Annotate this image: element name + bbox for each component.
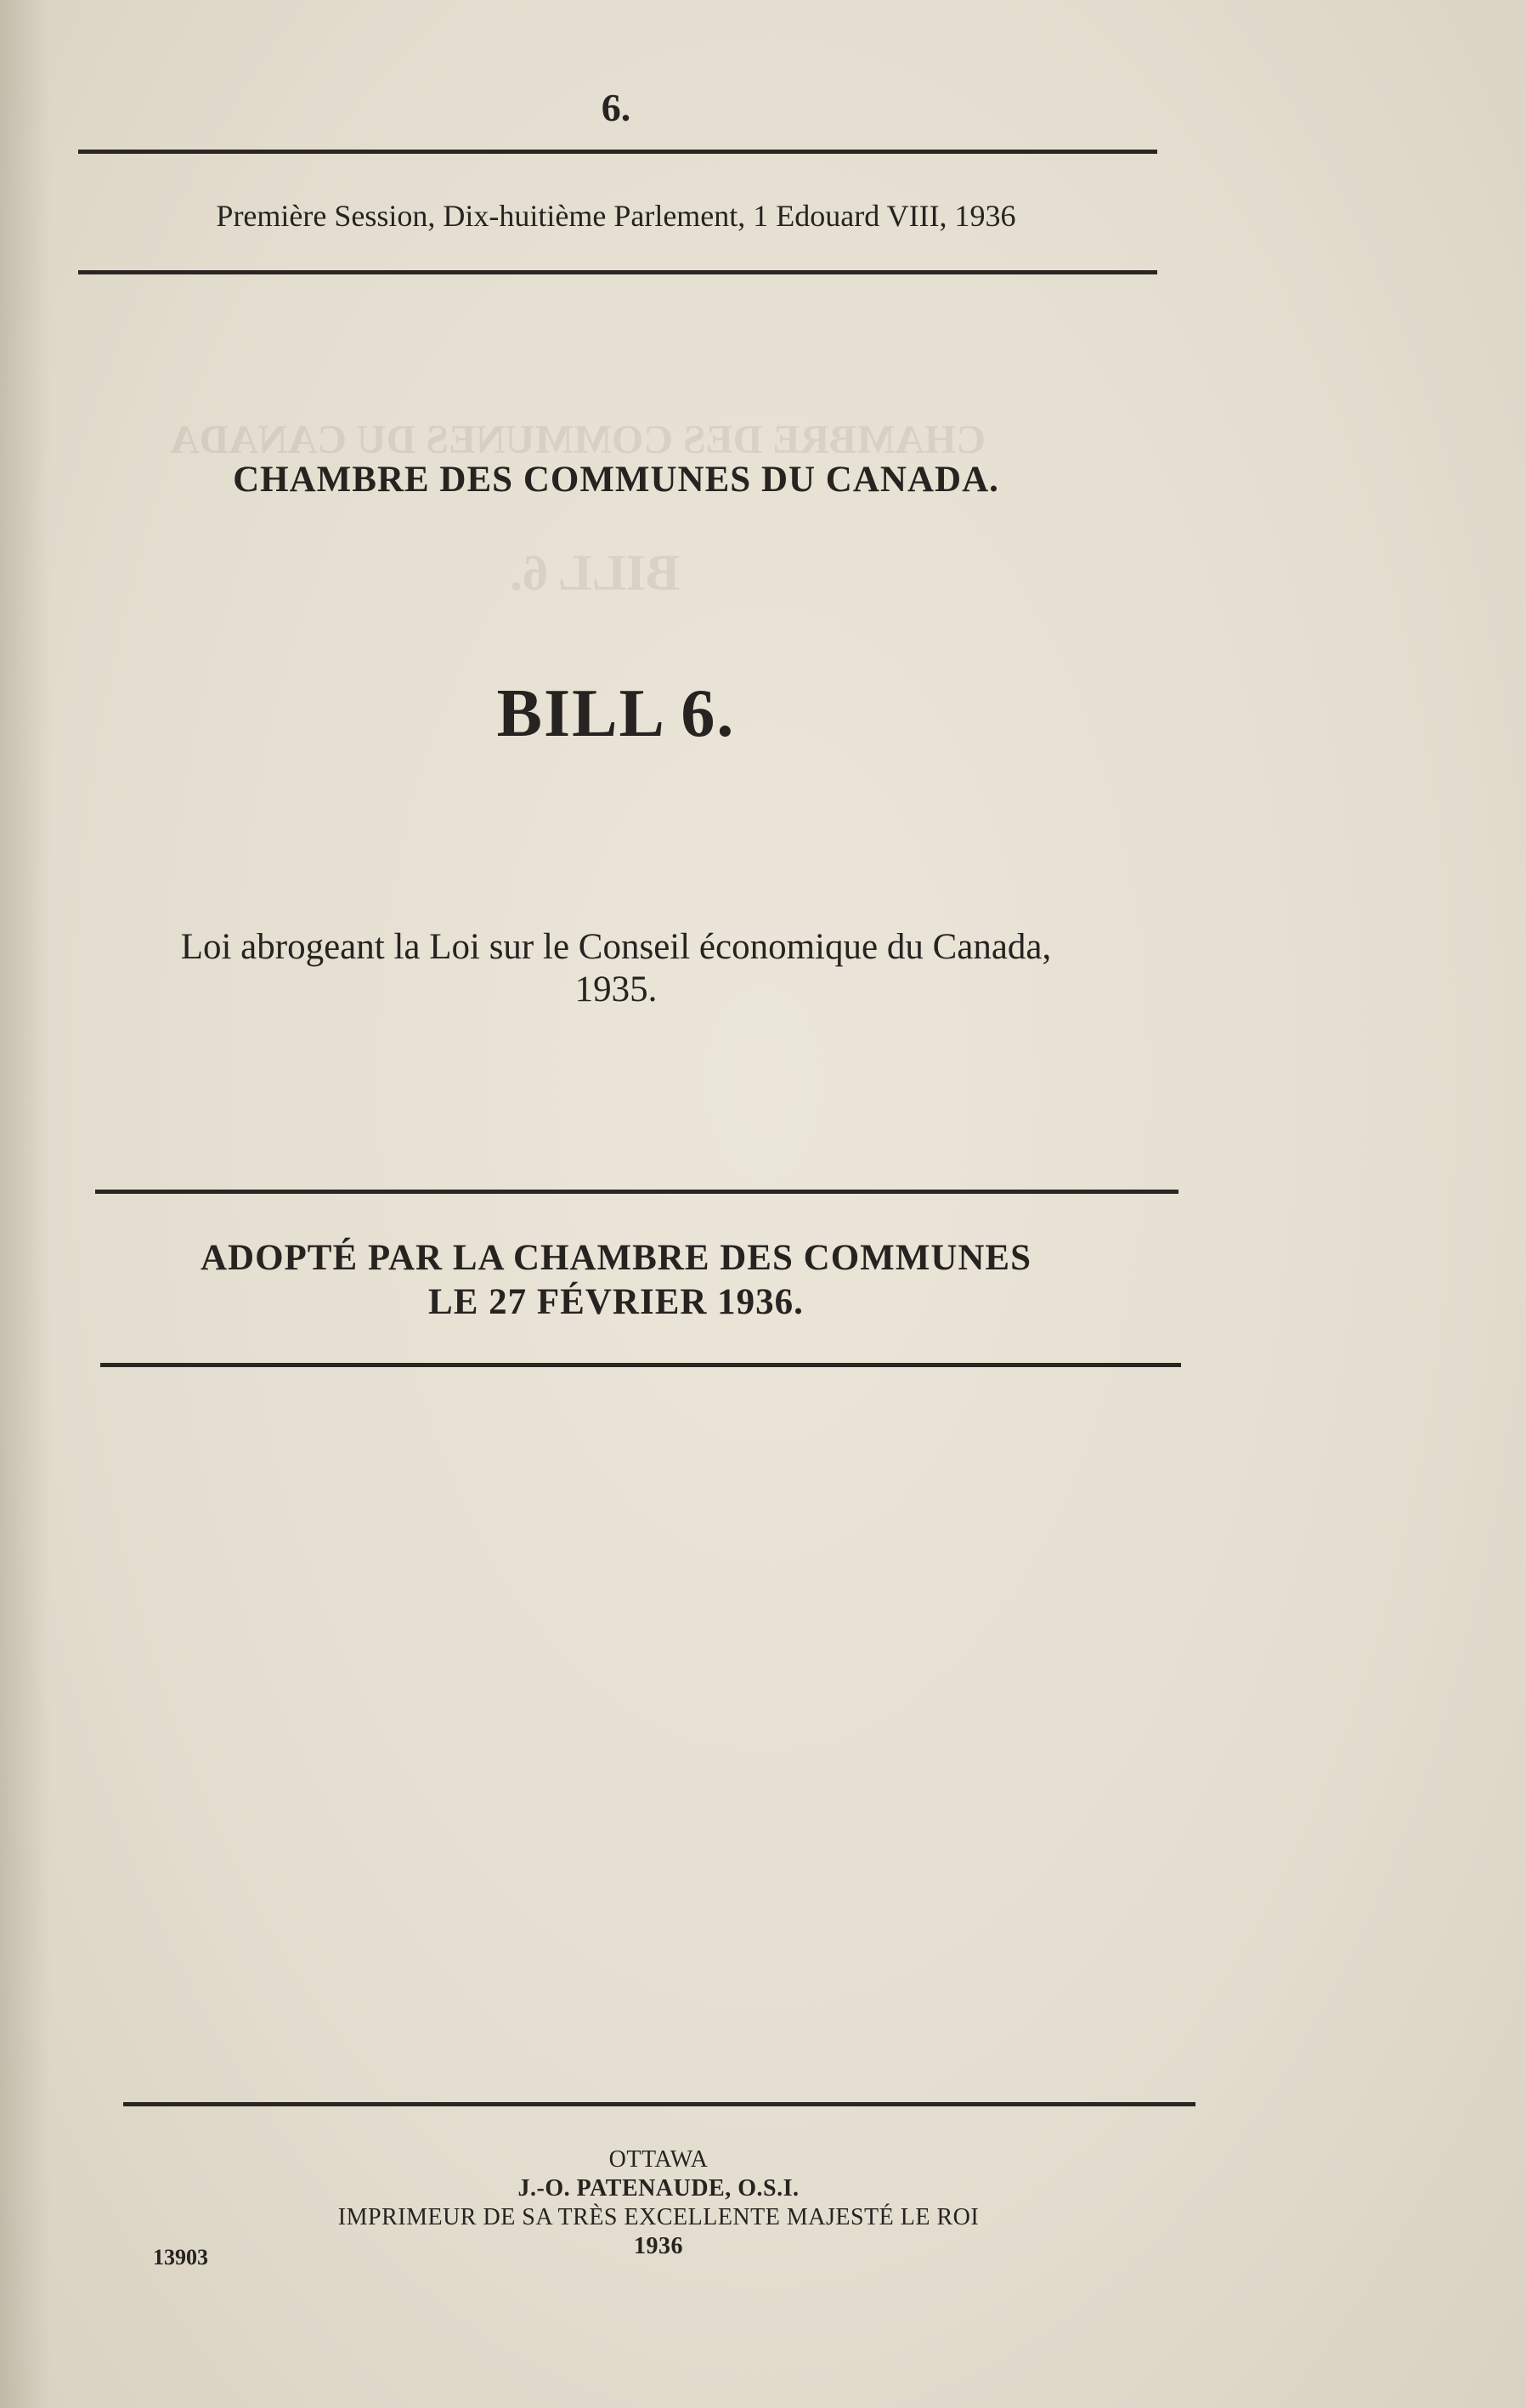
bill-subject-line-2: 1935. [574,969,658,1009]
adopted-top-rule [95,1190,1178,1194]
bill-title: BILL 6. [496,676,736,751]
top-rule [78,150,1157,154]
bleed-through-bill: BILL 6. [510,545,681,601]
session-line: Première Session, Dix-huitième Parlement, 1 Edouard VIII, 1936 [216,199,1016,233]
imprint-city: OTTAWA [608,2146,709,2173]
bill-subject-line-1: Loi abrogeant la Loi sur le Conseil économique du Canada, [180,927,1052,967]
adoption-notice [76,1236,1156,1325]
imprint-year: 1936 [634,2233,683,2259]
page-edge-shadow [0,0,51,2408]
imprint-role: IMPRIMEUR DE SA TRÈS EXCELLENTE MAJESTÉ LE ROI [337,2204,980,2230]
adopted-bottom-rule [100,1363,1181,1367]
chamber-heading: CHAMBRE DES COMMUNES DU CANADA. [233,460,999,500]
session-rule [78,270,1157,274]
imprint-block [119,2145,1198,2261]
bleed-through-chamber: CHAMBRE DES COMMUNES DU CANADA [170,417,986,462]
adoption-line-2: LE 27 FÉVRIER 1936. [428,1282,804,1322]
imprint-printer: J.-O. PATENAUDE, O.S.I. [517,2175,800,2202]
adoption-line-1: ADOPTÉ PAR LA CHAMBRE DES COMMUNES [200,1238,1032,1278]
imprint-rule [123,2102,1195,2106]
page-number: 6. [601,86,631,129]
bill-subject [76,926,1156,1011]
job-number: 13903 [153,2245,208,2270]
